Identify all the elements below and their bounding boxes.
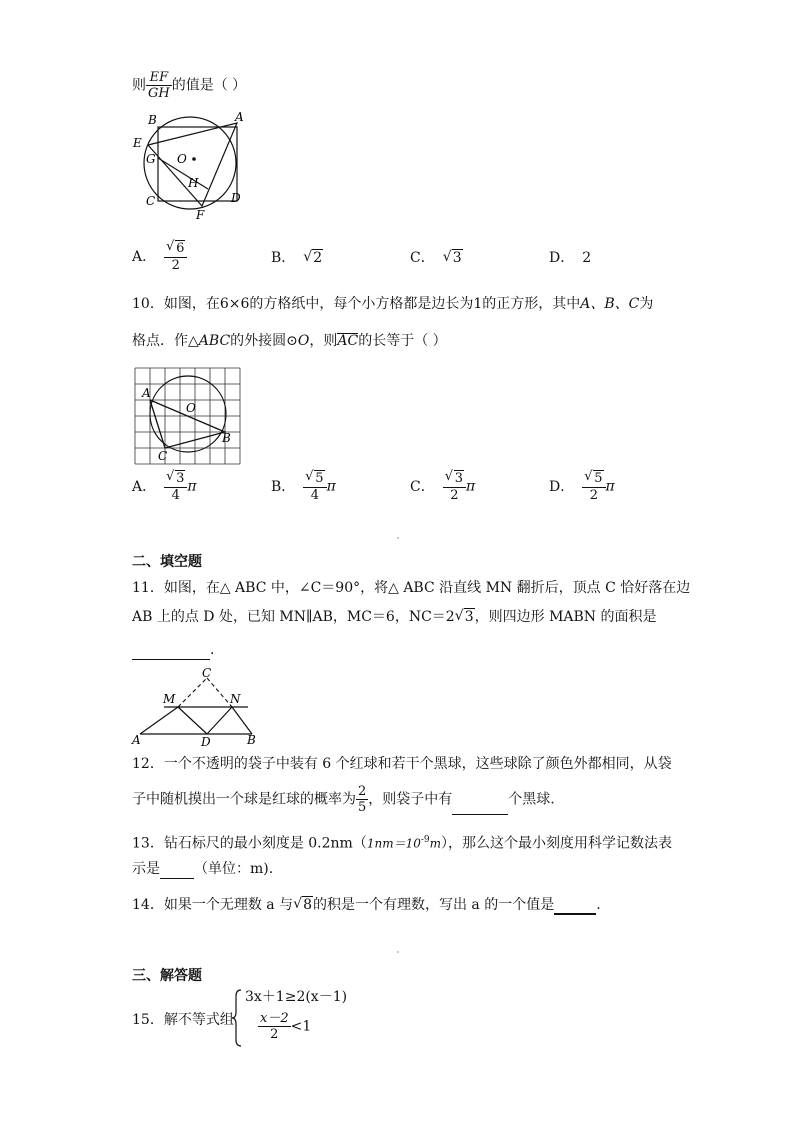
q13-unit-m: m bbox=[429, 836, 442, 851]
q9-option-a-label: A． bbox=[132, 248, 157, 265]
q11-line2-a: AB 上的点 D 处，已知 MN∥AB，MC＝6，NC＝2 bbox=[132, 609, 455, 625]
q15-label: 15．解不等式组 bbox=[132, 1012, 234, 1028]
section-solve-heading: 三、解答题 bbox=[132, 968, 202, 984]
q10-stem-line1 bbox=[132, 294, 653, 314]
q10-option-b-radicand: 5 bbox=[315, 471, 324, 486]
q10-option-c-den: 2 bbox=[450, 488, 459, 503]
q9-frac-num: EF bbox=[146, 70, 172, 86]
q10-line1-text: 10．如图，在6×6的方格纸中，每个小方格都是边长为1的正方形，其中 bbox=[132, 296, 581, 312]
q9-suffix: 的值是（ ） bbox=[171, 77, 247, 94]
q9-label-o: O bbox=[177, 152, 187, 166]
q10-option-b-label: B． bbox=[271, 478, 296, 495]
q11-label-b: B bbox=[247, 733, 256, 747]
q13-line2-a: 示是 bbox=[132, 861, 160, 877]
q10-line2-a: 格点．作△ bbox=[132, 333, 199, 349]
q10-option-a[interactable] bbox=[132, 470, 197, 503]
q9-label-g: G bbox=[146, 152, 156, 166]
section-fill-in-heading: 二、填空题 bbox=[132, 554, 202, 570]
q11-label-a: A bbox=[132, 733, 141, 747]
q9-label-b: B bbox=[148, 113, 157, 127]
q10-label-a: A bbox=[142, 386, 151, 400]
q9-prefix: 则 bbox=[132, 77, 146, 94]
q9-option-c-label: C． bbox=[410, 250, 435, 266]
q10-line1-vars: A、B、C bbox=[580, 296, 640, 312]
q9-label-a: A bbox=[235, 110, 244, 124]
q11-end-period: . bbox=[210, 642, 215, 658]
q12-line2-b: ，则袋子中有 bbox=[368, 791, 453, 808]
q9-option-a-den: 2 bbox=[171, 258, 180, 273]
q9-fraction bbox=[146, 70, 172, 101]
q9-center-dot bbox=[192, 157, 196, 161]
q9-option-a-fraction bbox=[164, 240, 187, 273]
q11-line2-b: ，则四边形 MABN 的面积是 bbox=[474, 609, 657, 625]
q13-line1-a: 13．钻石标尺的最小刻度是 0.2nm（ bbox=[132, 835, 367, 852]
q11-label-d: D bbox=[201, 735, 211, 748]
q10-option-d-pi: π bbox=[605, 478, 615, 495]
q11-dashed-mc bbox=[178, 678, 207, 707]
q9-option-a-radicand: 6 bbox=[176, 241, 185, 256]
q15-brace bbox=[230, 988, 244, 1048]
q10-option-c-label: C． bbox=[410, 478, 435, 495]
page-dot-1 bbox=[397, 537, 399, 539]
q9-option-c-radicand: 3 bbox=[452, 250, 462, 266]
q10-line2-d: 的长等于（ ） bbox=[358, 333, 447, 349]
q12-frac-num: 2 bbox=[358, 784, 367, 799]
q12-line2-a: 子中随机摸出一个球是红球的概率为 bbox=[132, 791, 356, 808]
q13-line1-b: ），那么这个最小刻度用科学记数法表 bbox=[441, 835, 673, 852]
q10-line2-b: 的外接圆⊙ bbox=[230, 333, 298, 349]
q14-line-b: 的积是一个有理数，写出 a 的一个值是 bbox=[312, 897, 555, 913]
q9-label-d: D bbox=[231, 191, 241, 205]
q10-option-a-label: A． bbox=[132, 478, 157, 495]
q14-answer-blank[interactable] bbox=[554, 899, 596, 915]
q10-label-b: B bbox=[222, 431, 231, 445]
q10-option-d-den: 2 bbox=[589, 488, 599, 503]
q11-label-m: M bbox=[163, 692, 176, 706]
q9-frac-den: GH bbox=[148, 86, 170, 101]
q9-option-d-value: 2 bbox=[582, 250, 592, 266]
q14-line-c: . bbox=[596, 897, 601, 913]
q11-line-nb bbox=[232, 707, 252, 734]
q10-option-c-pi: π bbox=[466, 478, 476, 495]
q11-radicand: 3 bbox=[464, 609, 474, 625]
q10-line2-abc: ABC bbox=[198, 333, 231, 349]
q13-unit-eq: 1nm＝10 bbox=[366, 836, 421, 851]
q14-line-a: 14．如果一个无理数 a 与 bbox=[132, 897, 294, 913]
q15-eq2-rel: <1 bbox=[290, 1018, 312, 1035]
q15-inequality-2 bbox=[258, 1011, 311, 1042]
q13-line1 bbox=[132, 830, 672, 854]
q9-option-d[interactable] bbox=[549, 249, 591, 267]
q10-arc-ac: AC bbox=[337, 333, 359, 349]
q10-line2-c: ，则 bbox=[309, 333, 338, 349]
q11-line1: 11．如图，在△ ABC 中，∠C＝90°，将△ ABC 沿直线 MN 翻折后，顶点 C 恰好落在边 bbox=[132, 580, 691, 596]
q13-exponent: -9 bbox=[420, 835, 430, 845]
q10-option-d-label: D． bbox=[549, 478, 575, 495]
q11-line-md bbox=[178, 707, 207, 734]
q13-line2 bbox=[132, 859, 273, 879]
q12-line2 bbox=[132, 784, 555, 815]
q12-answer-blank[interactable] bbox=[452, 800, 508, 815]
q9-label-f: F bbox=[196, 208, 205, 222]
q12-fraction bbox=[356, 784, 368, 815]
q12-frac-den: 5 bbox=[358, 800, 367, 815]
q10-option-d[interactable] bbox=[549, 470, 615, 503]
q13-line2-b: （单位：m). bbox=[194, 861, 274, 877]
q9-label-h: H bbox=[188, 176, 199, 190]
q9-option-c[interactable] bbox=[410, 249, 463, 267]
page-dot-2 bbox=[397, 951, 399, 953]
q9-label-e: E bbox=[133, 136, 142, 150]
q11-label-n: N bbox=[230, 692, 241, 706]
q9-option-d-label: D． bbox=[549, 250, 575, 266]
q14-radicand: 8 bbox=[303, 897, 312, 913]
q10-option-a-den: 4 bbox=[171, 488, 180, 503]
q15-eq2-den: 2 bbox=[270, 1027, 279, 1042]
q9-option-a[interactable] bbox=[132, 240, 187, 273]
q11-line-am bbox=[140, 707, 178, 734]
q10-line1-end: 为 bbox=[639, 296, 654, 312]
q10-stem-line2 bbox=[132, 331, 447, 351]
q12-line2-c: 个黑球. bbox=[508, 791, 555, 808]
q10-option-c-radicand: 3 bbox=[454, 471, 463, 486]
q9-stem bbox=[132, 70, 246, 101]
q12-line1: 12．一个不透明的袋子中装有 6 个红球和若干个黑球，这些球除了颜色外都相同，从袋 bbox=[132, 756, 672, 772]
q15-inequality-1: 3x＋1≥2(x－1) bbox=[245, 989, 348, 1005]
q10-label-o: O bbox=[186, 401, 196, 415]
q10-label-c: C bbox=[158, 449, 168, 463]
q11-dashed-nc bbox=[207, 678, 232, 707]
q10-option-b[interactable] bbox=[271, 470, 336, 503]
q11-answer-blank[interactable] bbox=[132, 644, 210, 660]
q15-eq2-num: x－2 bbox=[260, 1011, 289, 1026]
q9-option-b-radicand: 2 bbox=[313, 250, 323, 266]
q9-option-b-label: B． bbox=[271, 250, 296, 266]
q10-option-a-radicand: 3 bbox=[176, 471, 185, 486]
q10-option-a-pi: π bbox=[187, 478, 197, 495]
q9-figure bbox=[128, 105, 254, 223]
q10-line2-o: O bbox=[297, 333, 310, 349]
q10-figure bbox=[130, 364, 242, 466]
q10-option-d-radicand: 5 bbox=[594, 471, 603, 486]
q11-label-c: C bbox=[202, 666, 212, 680]
q10-option-b-pi: π bbox=[326, 478, 336, 495]
q14-line bbox=[132, 895, 601, 915]
q11-answer-line bbox=[132, 640, 214, 660]
q11-figure bbox=[130, 664, 262, 748]
q11-line2 bbox=[132, 607, 657, 627]
q11-line-dn bbox=[207, 707, 232, 734]
q10-option-b-den: 4 bbox=[310, 488, 320, 503]
q13-answer-blank[interactable] bbox=[160, 864, 194, 879]
q9-option-b[interactable] bbox=[271, 249, 323, 267]
q9-label-c: C bbox=[146, 194, 156, 208]
q10-option-c[interactable] bbox=[410, 470, 475, 503]
